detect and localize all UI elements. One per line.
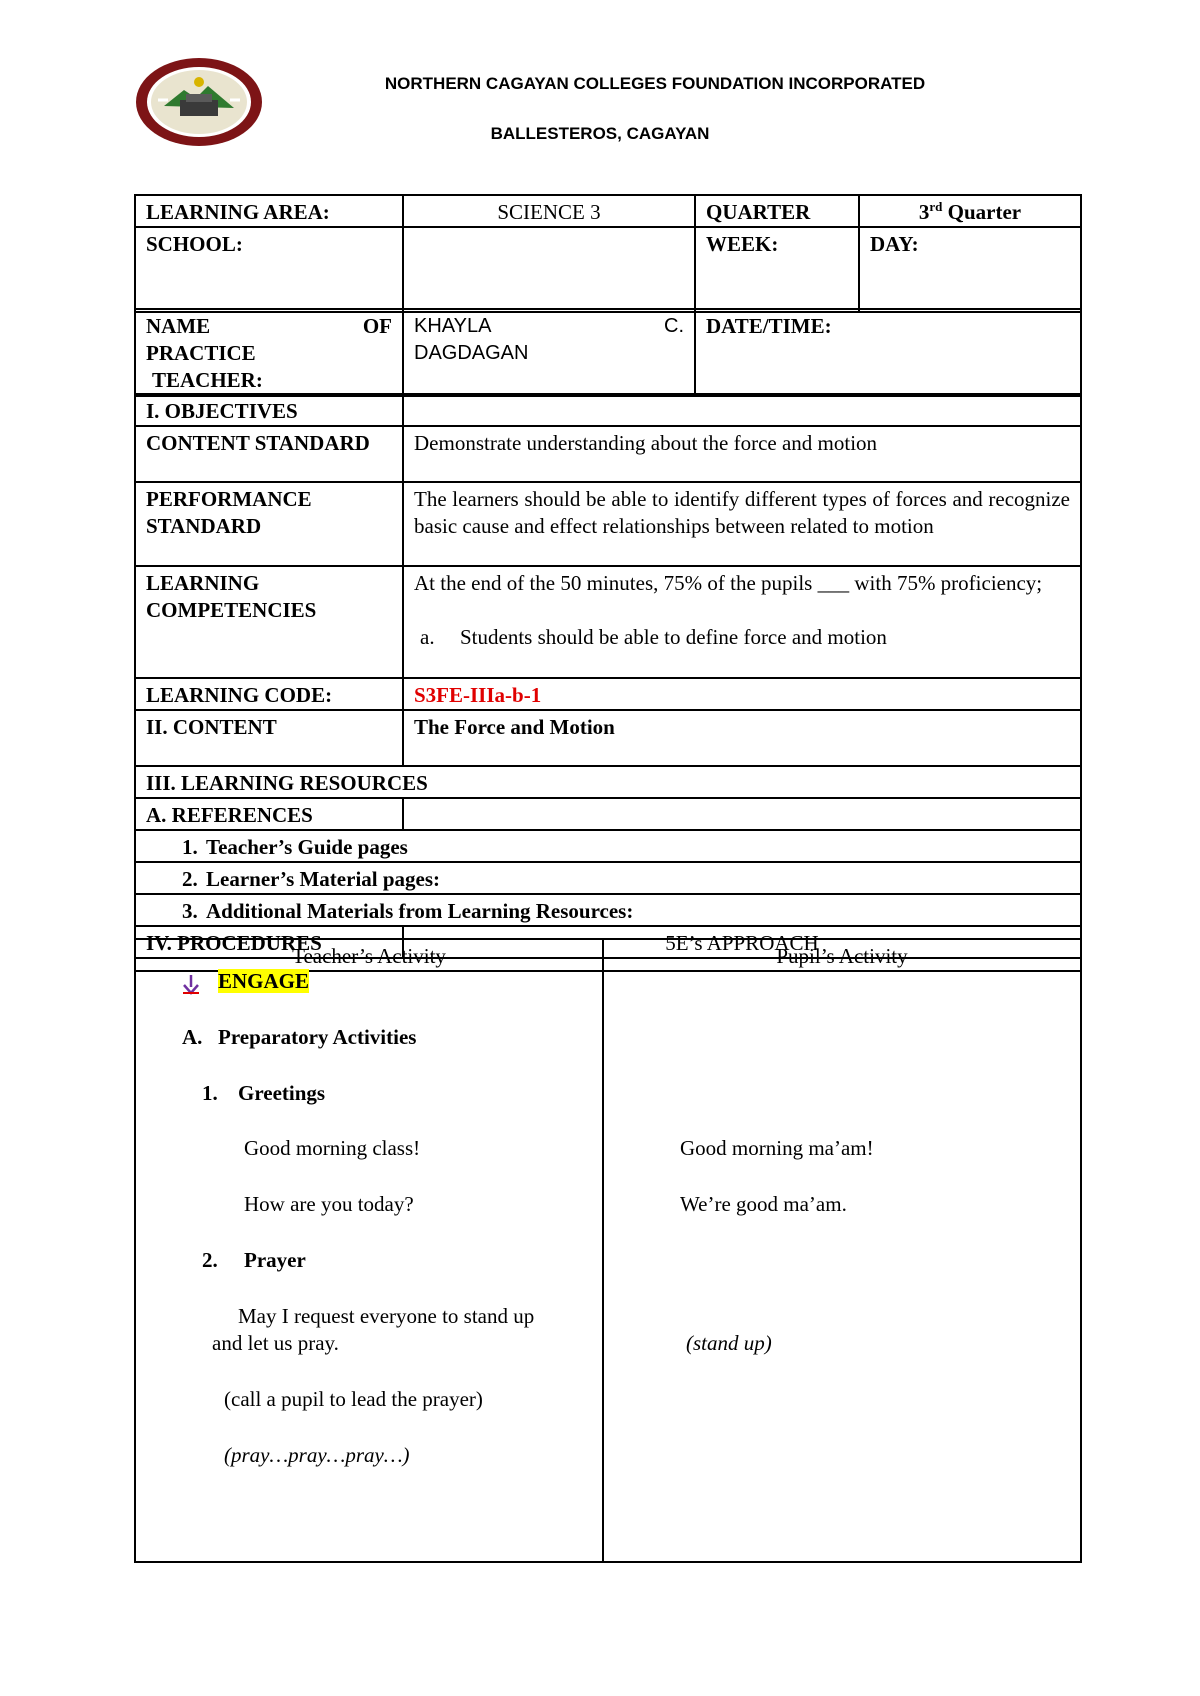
resource-item: 1. Teacher’s Guide pages xyxy=(135,830,1081,862)
content-standard-label: CONTENT STANDARD xyxy=(135,426,403,482)
content-title: II. CONTENT xyxy=(135,710,403,766)
greetings-heading: 1. Greetings xyxy=(202,1081,326,1105)
arrow-down-icon xyxy=(182,973,200,995)
content-value: The Force and Motion xyxy=(403,710,1081,766)
learning-area-label: LEARNING AREA: xyxy=(135,195,403,227)
resource-item: 2. Learner’s Material pages: xyxy=(135,862,1081,894)
teacher-table xyxy=(134,308,1082,397)
objectives-title: I. OBJECTIVES xyxy=(135,394,403,426)
quarter-label: QUARTER xyxy=(695,195,859,227)
institution-name: NORTHERN CAGAYAN COLLEGES FOUNDATION INCORPORATED xyxy=(384,74,926,93)
teacher-greeting-1: Good morning class! xyxy=(244,1136,421,1160)
week-label: WEEK: xyxy=(695,227,859,312)
call-pupil-instruction: (call a pupil to lead the prayer) xyxy=(224,1387,483,1411)
engage-label: ENGAGE xyxy=(218,969,310,993)
pupil-stand-up: (stand up) xyxy=(686,1331,772,1355)
approach-label: 5E’s APPROACH xyxy=(403,926,1081,958)
content-standard: Demonstrate understanding about the force and motion xyxy=(403,426,1081,482)
practice-teacher-name: KHAYLA C. DAGDAGAN xyxy=(403,309,695,396)
references-label: A. REFERENCES xyxy=(135,798,403,830)
learning-code: S3FE-IIIa-b-1 xyxy=(403,678,1081,710)
datetime-label: DATE/TIME: xyxy=(695,309,1081,396)
pupil-greeting-1: Good morning ma’am! xyxy=(680,1136,874,1160)
competencies-label: LEARNING COMPETENCIES xyxy=(135,566,403,678)
resources-title: III. LEARNING RESOURCES xyxy=(135,766,1081,798)
school-value xyxy=(403,227,695,312)
pupil-greeting-2: We’re good ma’am. xyxy=(680,1192,847,1216)
pray-instruction: (pray…pray…pray…) xyxy=(224,1443,410,1467)
prayer-request-1: May I request everyone to stand up xyxy=(238,1304,535,1328)
prep-activities: A. Preparatory Activities xyxy=(182,1025,417,1049)
objectives-table xyxy=(134,393,1082,959)
resource-item: 3. Additional Materials from Learning Resources: xyxy=(135,894,1081,926)
prayer-heading: 2. Prayer xyxy=(202,1248,306,1272)
prayer-request-2: and let us pray. xyxy=(212,1331,339,1355)
practice-teacher-label: NAME OF PRACTICE TEACHER: xyxy=(135,309,403,396)
quarter-value: 3rd Quarter xyxy=(859,195,1081,227)
day-label: DAY: xyxy=(859,227,1081,312)
teacher-activity-header: Teacher’s Activity xyxy=(135,939,603,971)
pupil-activity-cell xyxy=(603,971,1081,1562)
learning-area-value: SCIENCE 3 xyxy=(403,195,695,227)
performance-standard: The learners should be able to identify different types of forces and recognize basic cause and effect relationships between related to motion xyxy=(403,482,1081,566)
learning-code-label: LEARNING CODE: xyxy=(135,678,403,710)
teacher-greeting-2: How are you today? xyxy=(244,1192,414,1216)
institution-location: BALLESTEROS, CAGAYAN xyxy=(490,124,710,143)
performance-standard-label: PERFORMANCE STANDARD xyxy=(135,482,403,566)
competencies: At the end of the 50 minutes, 75% of the pupils ___ with 75% proficiency; a. Students should be able to define force and motion xyxy=(403,566,1081,678)
school-label: SCHOOL: xyxy=(135,227,403,312)
info-table xyxy=(134,194,1082,313)
pupil-activity-header: Pupil’s Activity xyxy=(603,939,1081,971)
procedures-title: IV. PROCEDURES xyxy=(135,926,403,958)
